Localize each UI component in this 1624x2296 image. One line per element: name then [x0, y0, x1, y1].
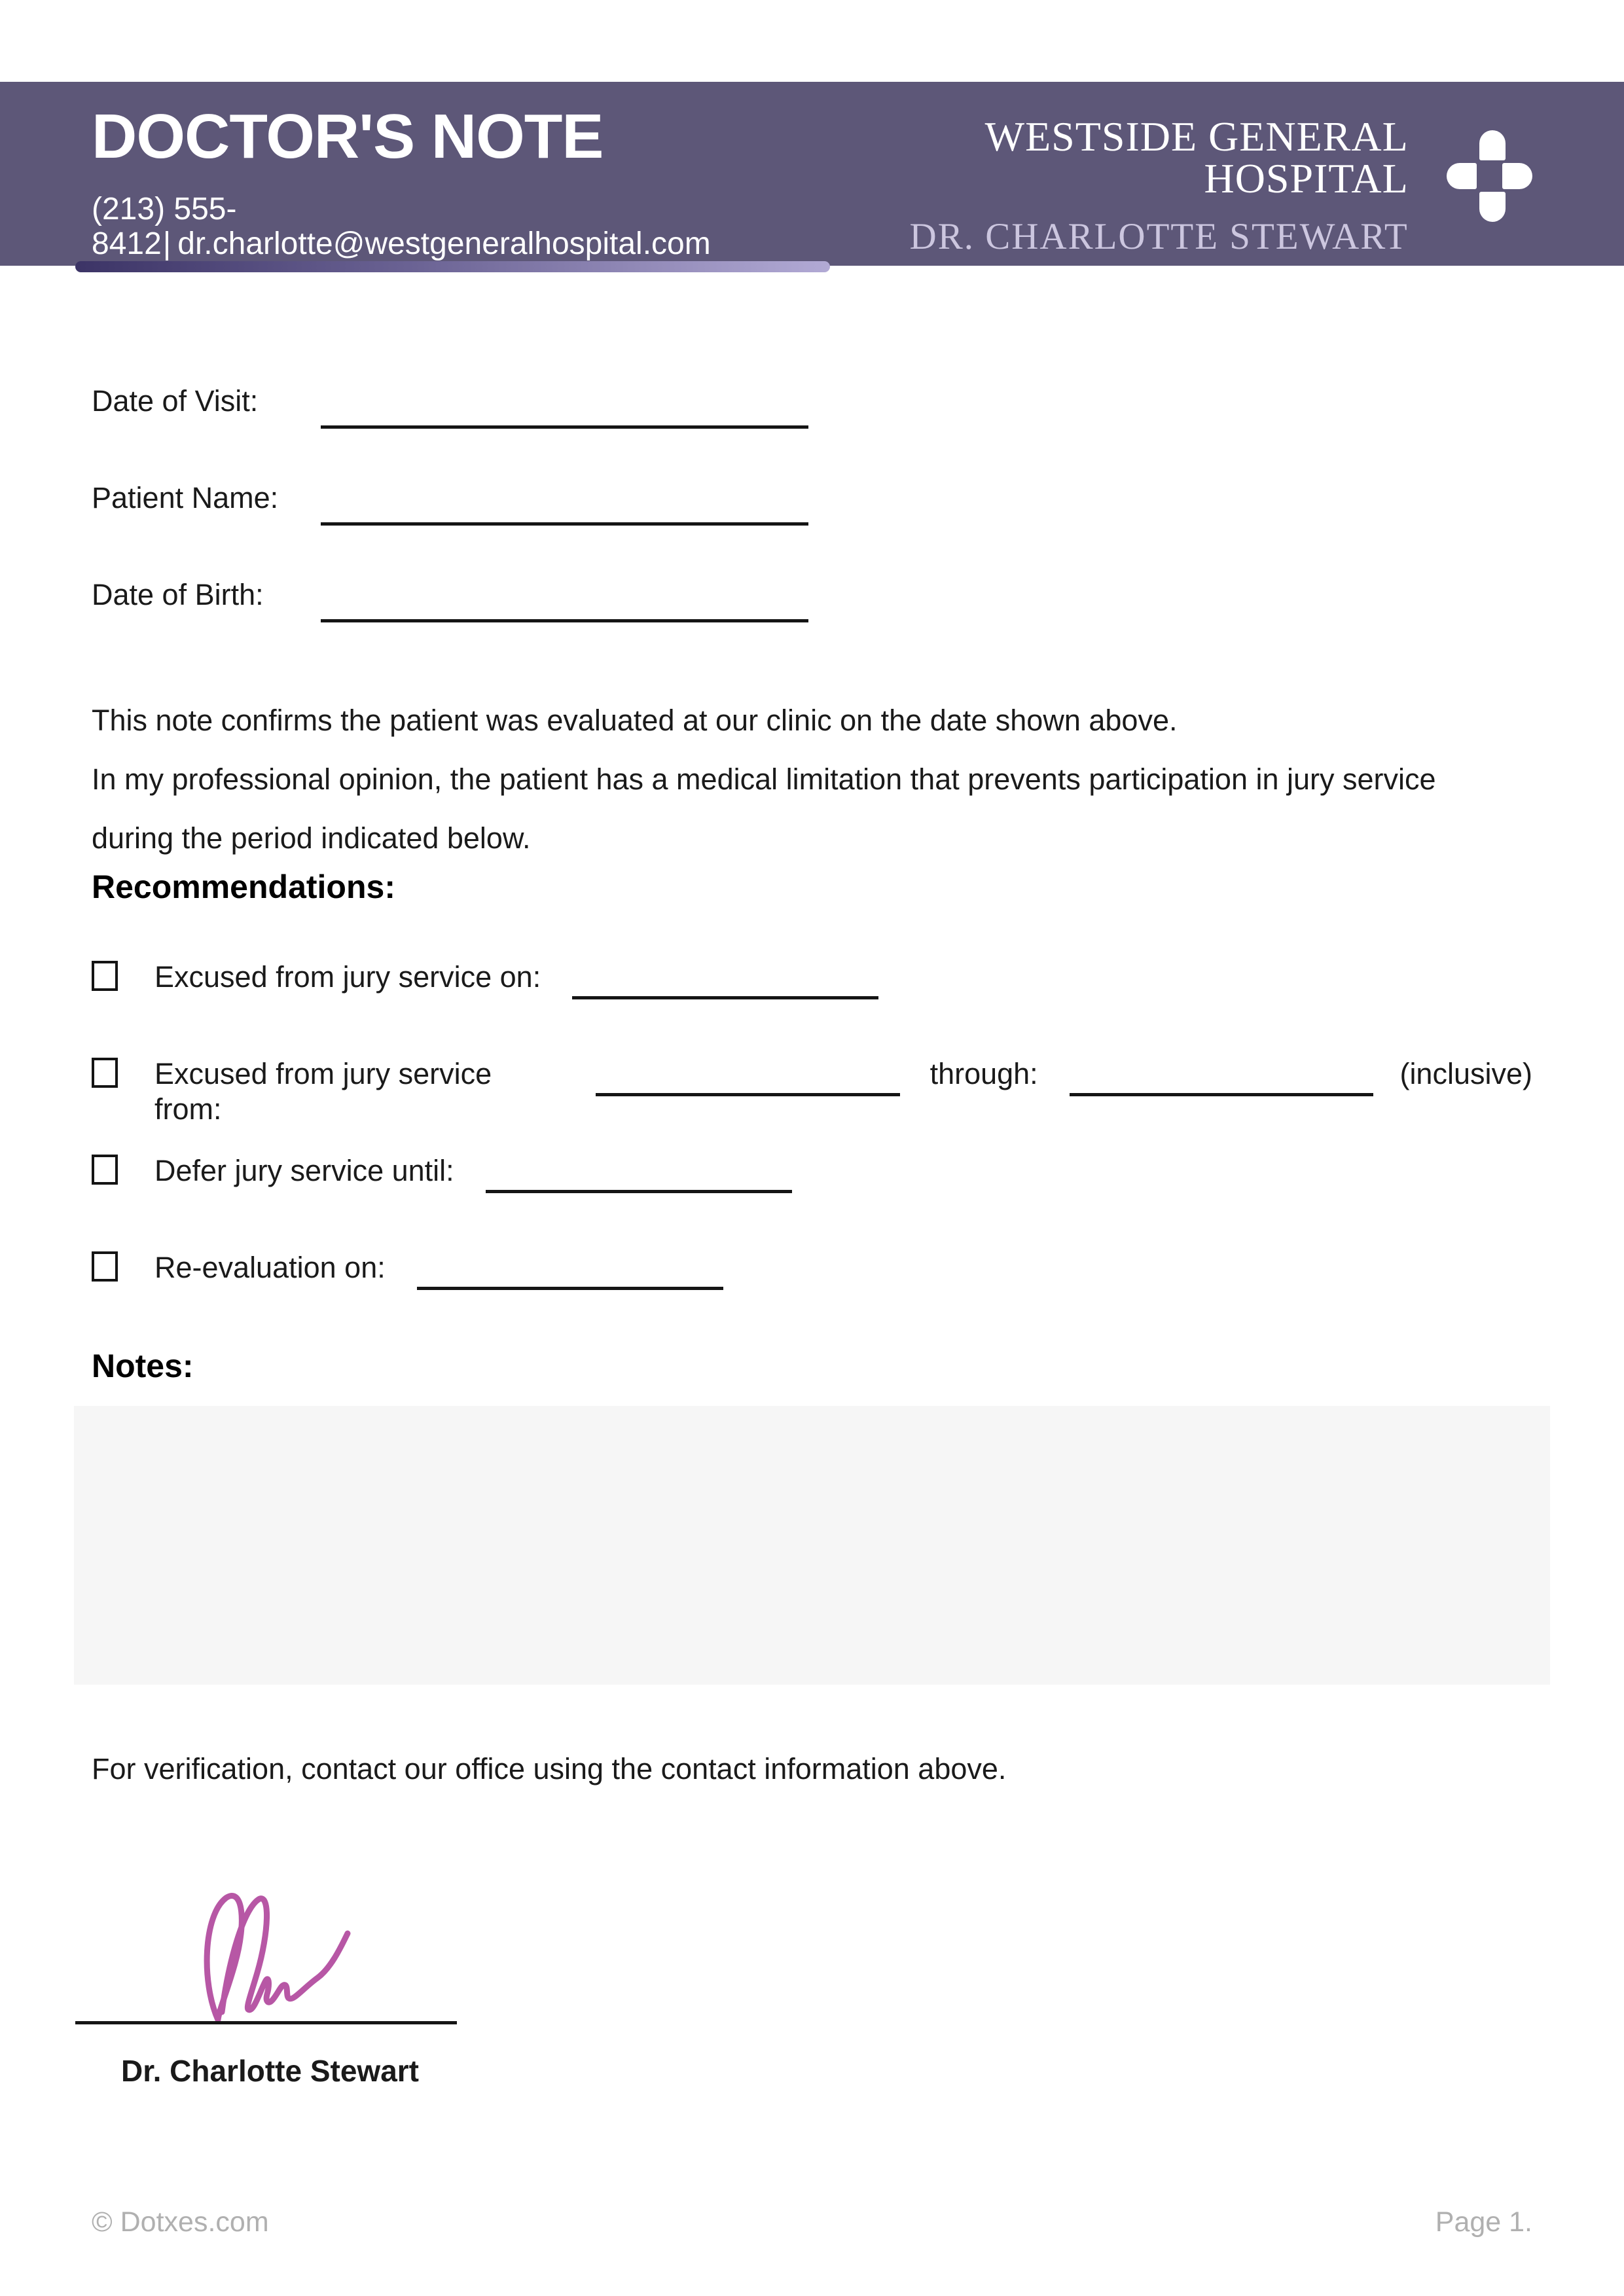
cross-petal-left — [1447, 163, 1477, 189]
contact-separator: | — [162, 226, 171, 261]
cross-petal-top — [1479, 130, 1506, 160]
signature-name: Dr. Charlotte Stewart — [121, 2054, 419, 2088]
through-label: through: — [929, 1057, 1038, 1090]
excused-on-line[interactable] — [572, 996, 878, 999]
recommendations-heading: Recommendations: — [92, 869, 395, 905]
date-of-visit-label: Date of Visit: — [92, 384, 259, 418]
date-of-birth-line[interactable] — [321, 619, 808, 622]
rec-row-defer — [92, 1153, 1532, 1250]
confirmation-line-3: during the period indicated below. — [92, 821, 531, 855]
rec-row-excused-on — [92, 960, 1532, 1056]
field-row-patient-name — [92, 480, 1532, 577]
reevaluation-label: Re-evaluation on: — [154, 1251, 386, 1284]
signature-ink — [167, 1884, 363, 2021]
excused-from-line[interactable] — [596, 1093, 900, 1096]
license-number: 640189 — [1312, 275, 1409, 307]
street-address: 540 Sunset Blvd., Los Angeles, CA 90026 — [92, 275, 662, 310]
defer-label: Defer jury service until: — [154, 1154, 454, 1187]
recommendations-list — [92, 960, 1532, 1347]
defer-line[interactable] — [486, 1190, 792, 1193]
date-of-birth-label: Date of Birth: — [92, 578, 264, 611]
confirmation-line-1: This note confirms the patient was evaluated at our clinic on the date shown above. — [92, 704, 1178, 737]
header-accent-bar — [75, 261, 830, 272]
signature-line — [75, 2021, 457, 2024]
patient-name-label: Patient Name: — [92, 481, 279, 514]
checkbox-excused-on[interactable] — [92, 961, 118, 991]
doctor-name: DR. CHARLOTTE STEWART — [909, 216, 1409, 257]
note-body — [0, 266, 1624, 2089]
reevaluation-line[interactable] — [417, 1287, 723, 1290]
page-title: DOCTOR'S NOTE — [92, 101, 604, 171]
excused-through-line[interactable] — [1070, 1093, 1374, 1096]
excused-from-label: Excused from jury service from: — [154, 1057, 492, 1126]
signature-block — [92, 1884, 1532, 2089]
rec-row-reevaluation — [92, 1250, 1532, 1347]
cross-petal-bottom — [1479, 192, 1506, 222]
excused-on-label: Excused from jury service on: — [154, 960, 541, 994]
field-row-date-of-visit — [92, 384, 1532, 480]
copyright-text: © Dotxes.com — [92, 2206, 269, 2238]
header — [0, 82, 1624, 310]
license-line — [810, 275, 1408, 308]
inclusive-label: (inclusive) — [1399, 1057, 1532, 1090]
confirmation-line-2: In my professional opinion, the patient has a medical limitation that prevents participation in jury service — [92, 762, 1436, 796]
date-of-visit-line[interactable] — [321, 425, 808, 429]
patient-name-line[interactable] — [321, 522, 808, 526]
field-row-date-of-birth — [92, 577, 1532, 674]
email-address: dr.charlotte@westgeneralhospital.com — [177, 226, 711, 261]
page-number: Page 1. — [1435, 2206, 1532, 2238]
license-label: CA License No. — [1094, 275, 1305, 307]
checkbox-defer[interactable] — [92, 1155, 118, 1185]
confirmation-paragraph — [92, 691, 1532, 868]
checkbox-excused-range[interactable] — [92, 1058, 118, 1088]
medical-cross-icon — [1447, 130, 1532, 222]
checkbox-reevaluation[interactable] — [92, 1251, 118, 1282]
hospital-name: WESTSIDE GENERAL HOSPITAL — [984, 113, 1409, 202]
notes-input-area[interactable] — [74, 1406, 1550, 1685]
cross-petal-right — [1502, 163, 1532, 189]
header-contact-line — [92, 192, 810, 262]
phone-number: (213) 555-8412 — [92, 191, 237, 261]
verification-text: For verification, contact our office using the contact information above. — [92, 1752, 1007, 1785]
notes-heading: Notes: — [92, 1348, 194, 1384]
page-footer — [92, 2206, 1532, 2238]
rec-row-excused-range — [92, 1056, 1532, 1153]
